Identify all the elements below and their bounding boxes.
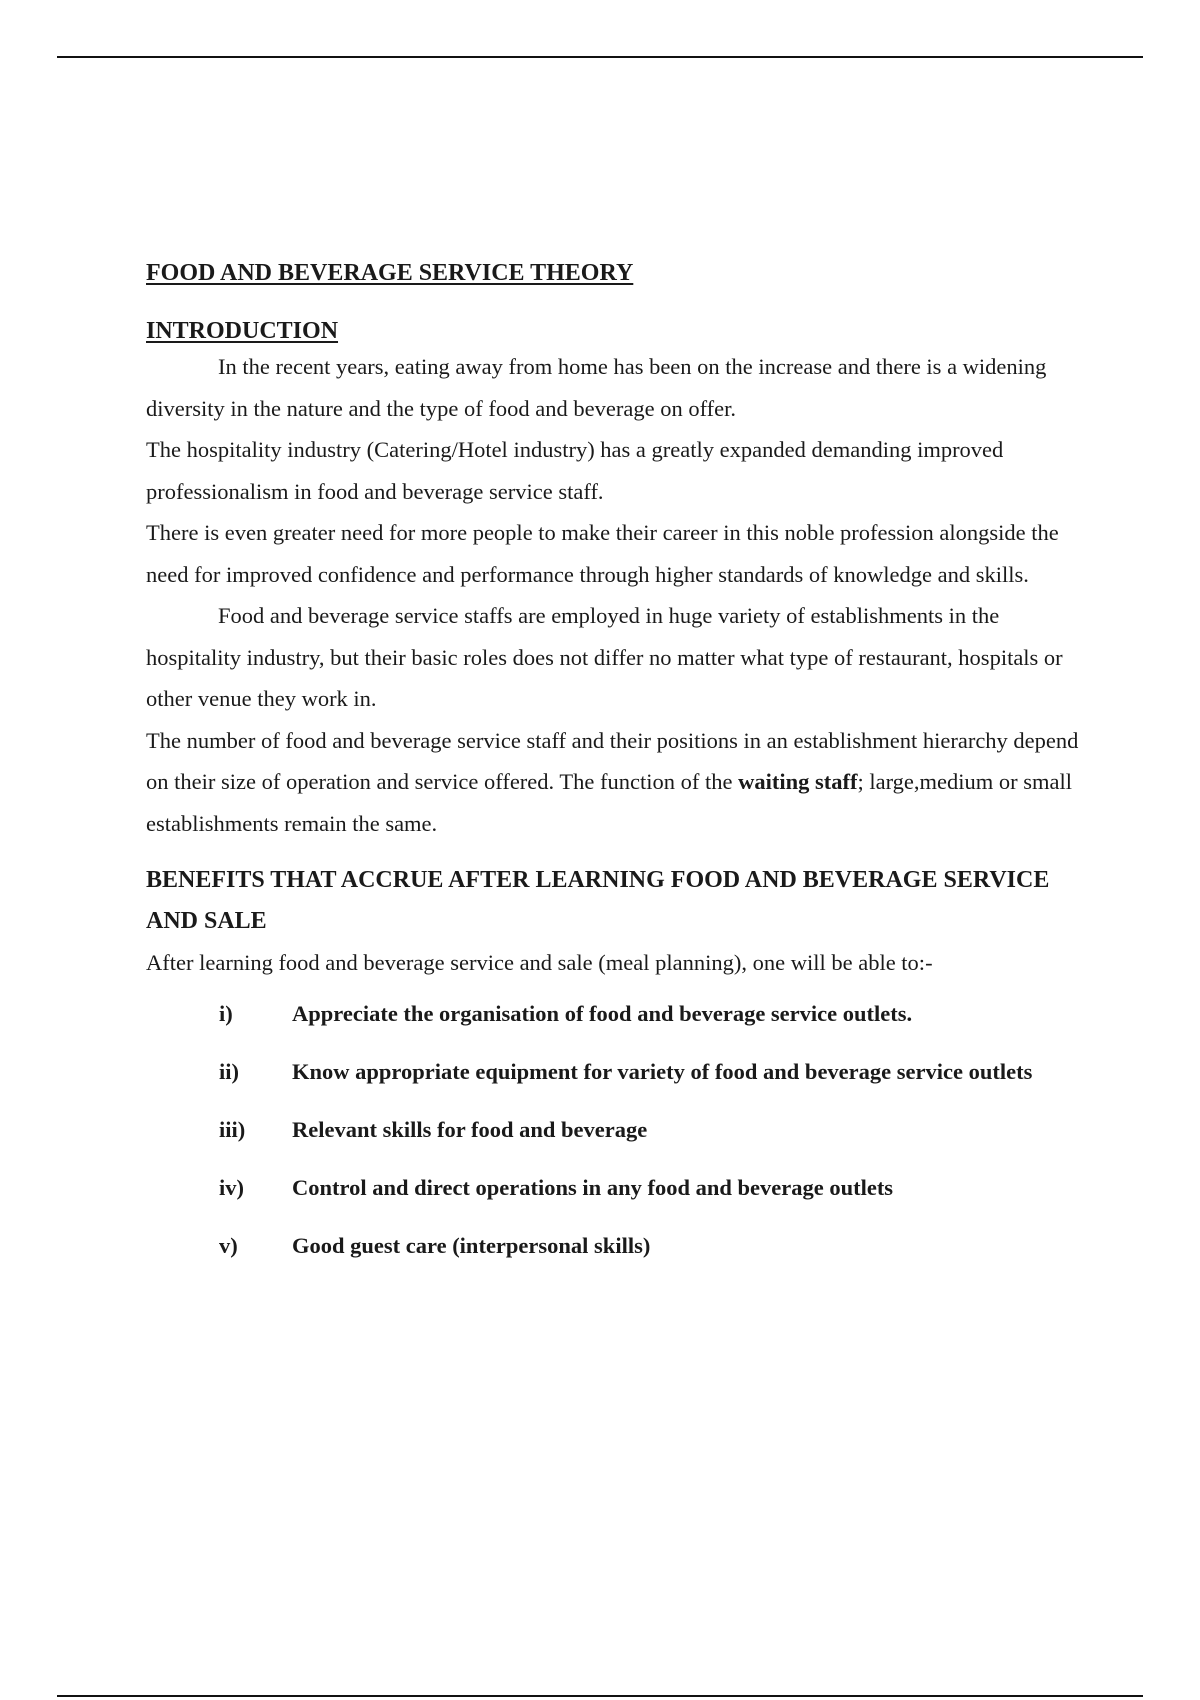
list-item-text: Control and direct operations in any food and beverage outlets: [292, 1174, 894, 1200]
paragraph-intro-4: Food and beverage service staffs are employed in huge variety of establishments in the hospitality industry, but their basic roles does not differ no matter what type of restaurant, hospitals or other venue they work in.: [146, 603, 1063, 711]
paragraph-intro-5: [146, 720, 1092, 845]
list-item: [146, 1114, 1092, 1146]
document-body: [146, 258, 1092, 1288]
list-item-number: ii): [219, 1058, 239, 1084]
list-item-number: iii): [219, 1116, 246, 1142]
paragraph-intro-3: There is even greater need for more people to make their career in this noble profession alongside the need for improved confidence and performance through higher standards of knowledge and skills.: [146, 520, 1059, 587]
benefits-heading: BENEFITS THAT ACCRUE AFTER LEARNING FOOD AND BEVERAGE SERVICE AND SALE: [146, 867, 1050, 934]
footer-rule: [57, 1695, 1143, 1697]
waiting-staff-term: waiting staff: [738, 769, 858, 794]
list-item-number: iv): [219, 1174, 244, 1200]
benefits-intro: After learning food and beverage service and sale (meal planning), one will be able to:-: [146, 950, 933, 975]
paragraph-intro-2: The hospitality industry (Catering/Hotel industry) has a greatly expanded demanding improved professionalism in food and beverage service staff.: [146, 437, 1004, 504]
list-item-text: Appreciate the organisation of food and beverage service outlets.: [292, 1000, 913, 1026]
paragraph-intro-1: In the recent years, eating away from home has been on the increase and there is a widening diversity in the nature and the type of food and beverage on offer.: [146, 354, 1047, 421]
document-title: FOOD AND BEVERAGE SERVICE THEORY: [146, 260, 634, 286]
list-item-text: Know appropriate equipment for variety of food and beverage service outlets: [292, 1058, 1033, 1084]
paragraph-intro-5-end: ; large,medium or small establishments remain the same.: [146, 769, 1072, 836]
list-item: [146, 998, 1092, 1030]
paragraph-intro-5-start: The number of food and beverage service staff and their positions in an establishment hierarchy depend on their size of operation and service offered. The function of the: [146, 727, 1079, 794]
benefits-list: [146, 998, 1092, 1262]
list-item: [146, 1230, 1092, 1262]
list-item-number: v): [219, 1232, 238, 1258]
header-rule: [57, 56, 1143, 58]
list-item: [146, 1172, 1092, 1204]
introduction-heading: INTRODUCTION: [146, 318, 339, 344]
list-item-text: Relevant skills for food and beverage: [292, 1116, 648, 1142]
list-item-number: i): [219, 1000, 233, 1026]
list-item: [146, 1056, 1092, 1088]
list-item-text: Good guest care (interpersonal skills): [292, 1232, 651, 1258]
